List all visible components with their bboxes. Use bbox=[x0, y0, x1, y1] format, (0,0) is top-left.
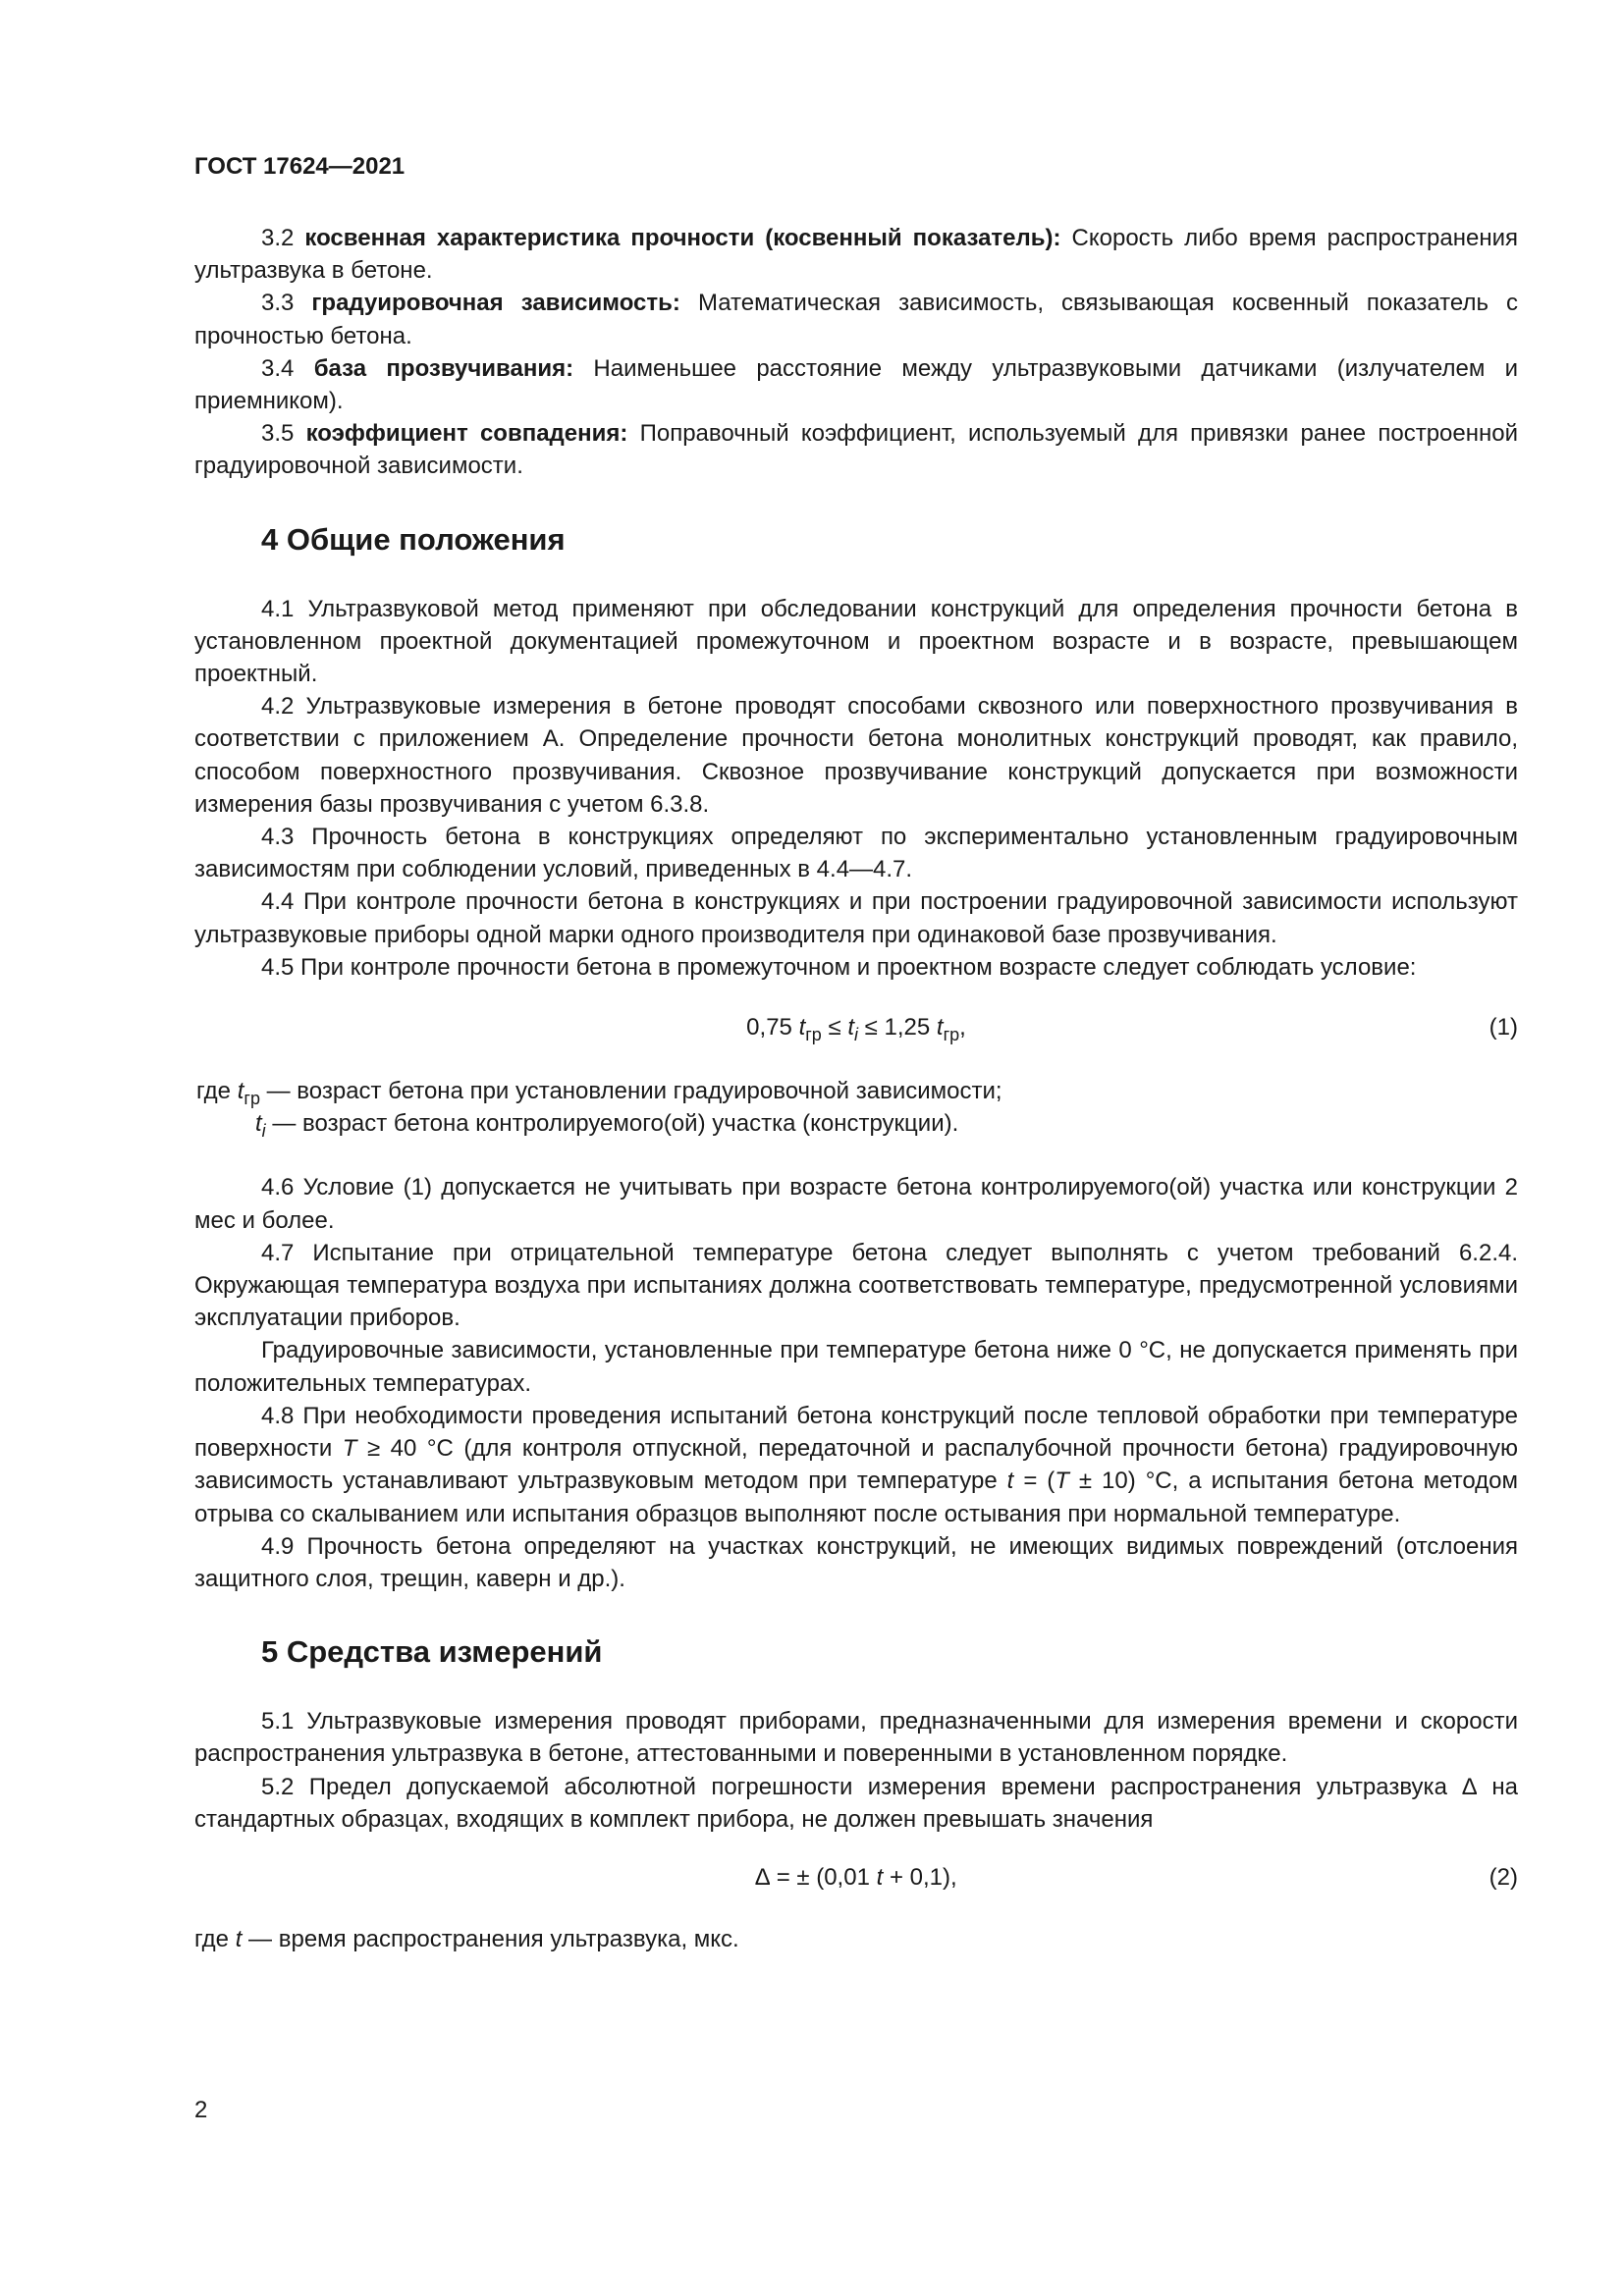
paragraph-4-6: 4.6 Условие (1) допускается не учитывать при возрасте бетона контролируемого(ой) участка или конструкции 2 мес и более. bbox=[194, 1174, 1518, 1234]
formula-1-number: (1) bbox=[1489, 1014, 1518, 1041]
paragraph-4-7: 4.7 Испытание при отрицательной температуре бетона следует выполнять с учетом требований 6.2.4. Окружающая температура воздуха при испытаниях должна соответствовать температуре, предусмотренной условиями эксплуатации приборов. bbox=[194, 1239, 1518, 1332]
term-3-5-name: коэффициент совпадения: bbox=[305, 420, 628, 448]
paragraph-4-7-continued: Градуировочные зависимости, установленные при температуре бетона ниже 0 °С, не допускается применять при положительных температурах. bbox=[194, 1337, 1518, 1397]
legend-t-i: $t_i$ — возраст бетона контролируемого(ой) участка (конструкции). bbox=[255, 1110, 959, 1142]
formula-2 bbox=[194, 1861, 1518, 1894]
paragraph-4-9: 4.9 Прочность бетона определяют на участках конструкций, не имеющих видимых повреждений (отслоения защитного слоя, трещин, каверн и др.). bbox=[194, 1532, 1518, 1592]
term-3-2: 3.2 косвенная характеристика прочности (косвенный показатель): Скорость либо время распространения ультразвука в бетоне. bbox=[194, 225, 1518, 285]
paragraph-4-8: 4.8 При необходимости проведения испытаний бетона конструкций после тепловой обработки при температуре поверхности T ≥ 40 °С (для контроля отпускной, передаточной и распалубочной прочности бетона) градуировочную зависимость устанавливают ультразвуковым методом при температуре t = (T ± 10) °С, а испытания бетона методом отрыва со скалыванием или испытания образцов выполняют после остывания при нормальной температуре. bbox=[194, 1402, 1519, 1527]
paragraph-4-3: 4.3 Прочность бетона в конструкциях определяют по экспериментально установленным градуировочным зависимостям при соблюдении условий, приведенных в 4.4—4.7. bbox=[194, 824, 1518, 883]
term-3-2-name: косвенная характеристика прочности (косвенный показатель): bbox=[304, 225, 1061, 251]
term-3-4-name: база прозвучивания: bbox=[313, 354, 574, 382]
paragraph-4-1: 4.1 Ультразвуковой метод применяют при обследовании конструкций для определения прочности бетона в установленном проектной документацией промежуточном и проектном возрасте и в возрасте, превышающем проектный. bbox=[194, 595, 1518, 688]
formula-1-expression: 0,75 $t_{гр} \le t_i \le 1,25$ $t_{гр}$, bbox=[746, 1014, 966, 1045]
paragraph-4-4: 4.4 При контроле прочности бетона в конструкциях и при построении градуировочной зависимости используют ультразвуковые приборы одной марки одного производителя при одинаковой базе прозвучивания. bbox=[194, 888, 1518, 948]
section-4-title: 4 Общие положения bbox=[261, 521, 566, 557]
page-number: 2 bbox=[194, 2097, 208, 2123]
legend-t-gr: где $t_{гр}$ — возраст бетона при установлении градуировочной зависимости; bbox=[196, 1078, 1002, 1109]
formula-1-legend bbox=[194, 1075, 1518, 1140]
paragraph-4-5: 4.5 При контроле прочности бетона в промежуточном и проектном возрасте следует соблюдать условие: bbox=[261, 953, 1417, 981]
paragraph-5-1: 5.1 Ультразвуковые измерения проводят приборами, предназначенными для измерения времени и скорости распространения ультразвука в бетоне, аттестованными и поверенными в установленном порядке. bbox=[194, 1708, 1518, 1768]
formula-2-number: (2) bbox=[1489, 1863, 1518, 1891]
term-3-3: 3.3 градуировочная зависимость: Математическая зависимость, связывающая косвенный показатель с прочностью бетона. bbox=[194, 290, 1518, 349]
paragraph-5-2: 5.2 Предел допускаемой абсолютной погрешности измерения времени распространения ультразвука ∆ на стандартных образцах, входящих в комплект прибора, не должен превышать значения bbox=[194, 1773, 1518, 1833]
term-3-4: 3.4 база прозвучивания: Наименьшее расстояние между ультразвуковыми датчиками (излучателем и приемником). bbox=[194, 354, 1519, 415]
document-header: ГОСТ 17624—2021 bbox=[194, 153, 406, 180]
document-page bbox=[194, 147, 1518, 2238]
paragraph-4-2: 4.2 Ультразвуковые измерения в бетоне проводят способами сквозного или поверхностного прозвучивания в соответствии с приложением А. Определение прочности бетона монолитных конструкций проводят, как правило, способом поверхностного прозвучивания. Сквозное прозвучивание конструкций допускается при возможности измерения базы прозвучивания с учетом 6.3.8. bbox=[194, 693, 1518, 818]
formula-1 bbox=[194, 1011, 1518, 1043]
formula-2-legend: где t — время распространения ультразвука, мкс. bbox=[194, 1925, 739, 1952]
page-content bbox=[194, 222, 1518, 1955]
term-3-3-name: градуировочная зависимость: bbox=[311, 290, 680, 317]
term-3-5: 3.5 коэффициент совпадения: Поправочный коэффициент, используемый для привязки ранее построенной градуировочной зависимости. bbox=[194, 420, 1519, 480]
section-5-title: 5 Средства измерений bbox=[261, 1634, 603, 1670]
formula-2-expression: ∆ = ± (0,01 t + 0,1), bbox=[755, 1863, 957, 1891]
